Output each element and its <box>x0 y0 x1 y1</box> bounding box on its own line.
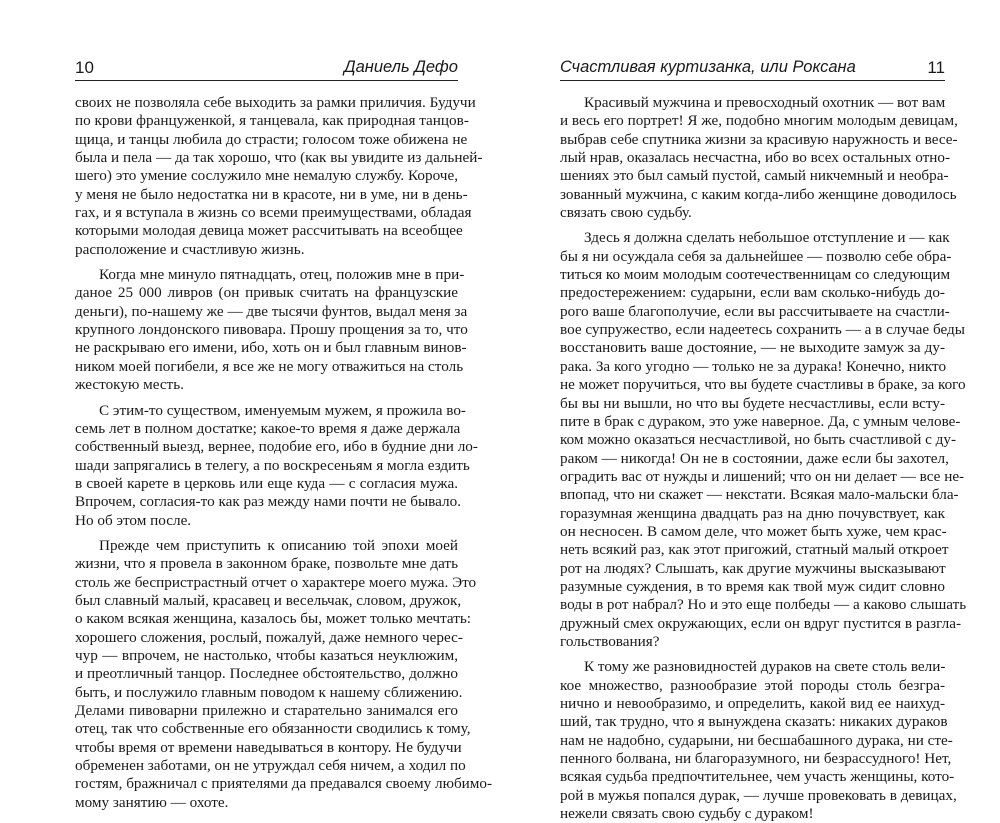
text-line: пенного болвана, ни благоразумного, ни безрассудного! Нет, <box>560 750 952 768</box>
text-line: ший, так трудно, что я вынуждена сказать: никаких дураков <box>560 713 948 731</box>
text-line: по крови француженкой, я танцевала, как природная танцов- <box>75 112 469 130</box>
text-line: мому занятию — охоте. <box>75 793 229 811</box>
paragraph-gap <box>75 530 458 537</box>
left-page <box>75 0 493 823</box>
text-line: нежели связать свою судьбу с дураком! <box>560 805 814 823</box>
text-line: отец, так что собственные его обязанности сводились к тому, <box>75 720 471 738</box>
text-line: С этим-то существом, именуемым мужем, я прожила во- <box>99 401 466 419</box>
text-line: была и пела — да так хорошо, что (как вы увидите из дальней- <box>75 149 483 167</box>
text-line: титься ко моим молодым соотечественницам со следующим <box>560 266 951 284</box>
text-line: воды в рот набрал? Но и это еще полбеды — а каково слышать <box>560 596 967 614</box>
text-line: рака. За кого угодно — только не за дурака! Конечно, никто <box>560 357 947 375</box>
text-line: рой в мужья попался дурак, — лучше провековать в девицах, <box>560 786 957 804</box>
text-line: гольствования? <box>560 632 660 650</box>
text-line: дружный смех окружающих, если он вдруг пустится в разгла- <box>560 614 962 632</box>
paragraph-gap <box>560 222 945 229</box>
text-line: даное 25 000 ливров (он привык считать на французские <box>75 284 458 302</box>
text-line: шего) это умение сослужило мне немалую службу. Короче, <box>75 167 458 185</box>
text-line: столь же беспристрастный отчет о характере моего мужа. Это <box>75 573 477 591</box>
text-line: жизни, что я провела в законном браке, позвольте мне дать <box>75 555 458 573</box>
text-line: деньги), по-нашему же — две тысячи фунтов, выдал меня за <box>75 302 468 320</box>
text-line: и весь его портрет! Я же, подобно многим молодым девицам, <box>560 112 958 130</box>
text-line: и преотличный танцор. Последнее обстоятельство, должно <box>75 665 458 683</box>
paragraph <box>560 94 958 222</box>
text-line: собственный выезд, вернее, подобие его, ибо в будние дни ло- <box>75 438 478 456</box>
text-line: чур — впрочем, не настолько, чтобы казаться неуклюжим, <box>75 646 458 664</box>
text-line: пите в брак с дураком, это уже наверное. Да, с умным челове- <box>560 412 961 430</box>
text-line: шениях это был самый пустой, самый никчемный и необра- <box>560 167 949 185</box>
text-line: восстановить ваше достояние, — не выходите замуж за ду- <box>560 339 945 357</box>
left-body-text <box>75 94 493 812</box>
text-line: нично и невообразимо, и определить, какой вид ее наихуд- <box>560 695 945 712</box>
paragraph-gap <box>75 259 458 266</box>
text-line: крупного лондонского пивовара. Прошу прощения за то, что <box>75 321 468 339</box>
paragraph <box>75 536 493 812</box>
text-line: бы я ни осуждала себя за дальнейшее — позволю себе обра- <box>560 247 952 265</box>
text-line: которыми молодая девица может рассчитывать на всеобщее <box>75 222 463 240</box>
text-line: неть всякий раз, как этот пригожий, статный малый откроет <box>560 541 949 559</box>
text-line: Прежде чем приступить к описанию той эпохи моей <box>99 536 458 554</box>
text-line: семь лет в полном достатке; какое-то время я даже держала <box>75 419 461 437</box>
right-body-text <box>560 94 967 823</box>
text-line: шади запрягались в телегу, а по воскресеньям я могла ездить <box>75 456 470 474</box>
author-running-head: Даниель Дефо <box>343 58 458 76</box>
text-line: выбрав себе спутника жизни за красивую наружность и весе- <box>560 130 958 148</box>
text-line: не может поручиться, что вы будете счастливы в браке, за кого <box>560 376 966 394</box>
text-line: горазумная женщина двадцать раз на дню почувствует, как <box>560 504 945 522</box>
text-line: о каком всякая женщина, казалось бы, может только мечтать: <box>75 610 472 628</box>
text-line: в своей карете в церковь или еще куда — с согласия мужа. <box>75 474 458 492</box>
text-line: оградить вас от нужды и лишений; что он ни делает — все не- <box>560 467 965 485</box>
paragraph <box>75 401 478 530</box>
text-line: своих не позволяла себе выходить за рамки приличия. Будучи <box>75 94 476 111</box>
text-line: он несносен. В самом деле, что может быть хуже, чем крас- <box>560 522 947 540</box>
paragraph-gap <box>75 395 458 402</box>
paragraph <box>560 229 967 651</box>
paragraph <box>75 266 468 394</box>
paragraph <box>75 94 483 259</box>
text-line: Делами пивоварни прилежно и старательно занимался его <box>75 702 458 719</box>
text-line: Красивый мужчина и превосходный охотник — вот вам <box>584 94 946 111</box>
text-line: предостережением: сударыни, если вам сколько-нибудь до- <box>560 284 945 302</box>
book-title-running-head: Счастливая куртизанка, или Роксана <box>560 58 856 76</box>
text-line: всякая судьба предпочтительнее, чем участь женщины, кото- <box>560 768 955 786</box>
text-line: Впрочем, согласия-то как раз между нами почти не бывало. <box>75 493 461 511</box>
page-number-right: 11 <box>927 58 945 77</box>
text-line: Когда мне минуло пятнадцать, отец, положив мне в при- <box>99 266 465 284</box>
text-line: у меня не было недостатка ни в красоте, ни в уме, ни в день- <box>75 185 468 203</box>
text-line: чтобы время от времени наведываться в контору. Не будучи <box>75 738 462 756</box>
text-line: впопад, что ни скажет — некстати. Всякая мало-мальски бла- <box>560 486 959 504</box>
paragraph-gap <box>560 651 945 658</box>
text-line: был славный малый, красавец и весельчак, словом, дружок, <box>75 591 462 609</box>
text-line: щица, и танцы любила до страсти; голосом тоже обижена не <box>75 130 468 148</box>
text-line: лый нрав, оказалась несчастна, ибо во всех остальных отно- <box>560 149 951 167</box>
text-line: К тому же разновидностей дураков на свете столь вели- <box>584 658 946 676</box>
page-number-left: 10 <box>75 58 94 77</box>
text-line: раком — никогда! Он не в состоянии, даже если бы захотел, <box>560 449 949 467</box>
text-line: гах, и я вступала в жизнь со всеми преимуществами, обладая <box>75 204 472 222</box>
right-running-head <box>560 58 945 81</box>
paragraph <box>560 658 957 823</box>
left-running-head <box>75 58 458 81</box>
text-line: разумные суждения, в то время как твой муж сидит словно <box>560 577 945 595</box>
text-line: быть, и послужило главным поводом к нашему сближению. <box>75 683 463 701</box>
text-line: Здесь я должна сделать небольшое отступление и — как <box>584 229 950 247</box>
text-line: бы вы ни вышли, но что вы будете несчастливы, если всту- <box>560 394 945 412</box>
text-line: не раскрываю его имени, ибо, хоть он и был главным винов- <box>75 339 467 357</box>
text-line: зованный мужчина, с каким когда-либо женщине доводилось <box>560 185 957 203</box>
text-line: нам не надобно, сударыни, ни бесшабашного дурака, ни сте- <box>560 731 953 749</box>
text-line: связать свою судьбу. <box>560 204 692 222</box>
text-line: расположение и счастливую жизнь. <box>75 240 305 258</box>
text-line: ником моей погибели, я все же не могу отважиться на столь <box>75 357 464 375</box>
right-page <box>560 0 967 823</box>
text-line: вое супружество, если надеетесь сохранить — а в случае беды <box>560 321 965 339</box>
text-line: рот на людях? Слышать, как другие мужчины высказывают <box>560 559 946 577</box>
text-line: обременен заботами, он не утруждал себя ничем, а ходил по <box>75 757 466 775</box>
text-line: гостям, бражничал с приятелями да предавался своему любимо- <box>75 775 493 793</box>
text-line: жестокую месть. <box>75 376 184 394</box>
text-line: кое множество, разнообразие этой породы столь безгра- <box>560 676 945 694</box>
text-line: Но об этом после. <box>75 511 192 529</box>
text-line: хорошего сложения, рослый, пожалуй, даже немного черес- <box>75 628 463 646</box>
text-line: ком можно оказаться несчастливой, но быть счастливой с ду- <box>560 431 957 449</box>
text-line: рого ваше благополучие, если вы рассчитываете на счастли- <box>560 302 950 320</box>
